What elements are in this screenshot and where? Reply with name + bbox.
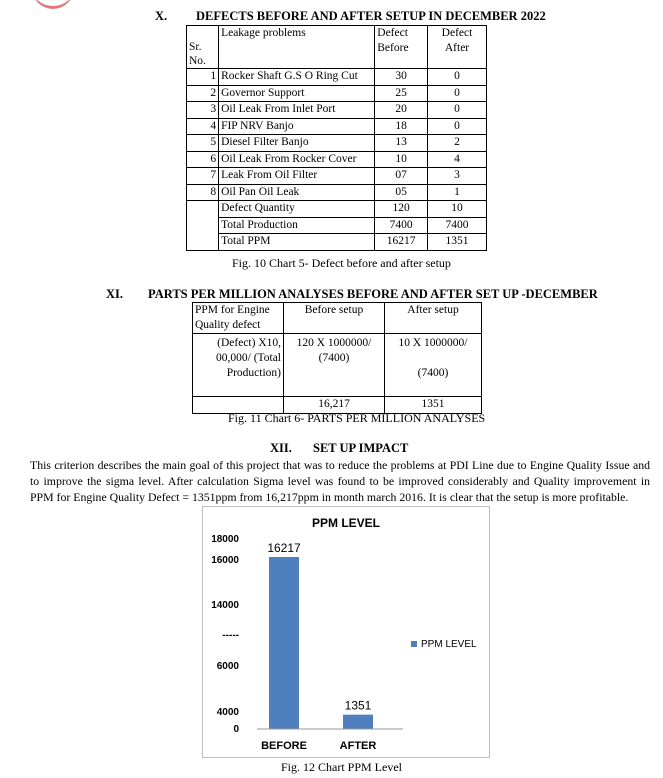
y-tick-label: 6000: [216, 661, 239, 672]
total-before: 16217: [375, 234, 428, 251]
figure-10-caption: Fig. 10 Chart 5- Defect before and after setup: [232, 256, 451, 270]
row-after: 0: [428, 118, 487, 135]
total-label: Total Production: [219, 217, 375, 234]
x-tick-label: AFTER: [339, 740, 377, 752]
total-after: 10: [428, 201, 487, 218]
total-label: Defect Quantity: [219, 201, 375, 218]
row-before: 10: [375, 151, 428, 168]
before-result: 16,217: [284, 397, 385, 414]
ppm-formula-row: [193, 334, 482, 397]
header-after-setup: After setup: [385, 303, 482, 334]
row-after: 4: [428, 151, 487, 168]
data-label: 16217: [267, 541, 301, 555]
legend-swatch: [411, 641, 417, 647]
header-defect-after: Defect After: [428, 26, 487, 69]
total-label: Total PPM: [219, 234, 375, 251]
header-leakage-problems: Leakage problems: [219, 26, 375, 69]
totals-row-defect-quantity: [187, 201, 487, 218]
row-after: 3: [428, 168, 487, 185]
table-row: [187, 69, 487, 86]
table-row: [187, 85, 487, 102]
section-12-number: XII.: [270, 441, 292, 455]
row-before: 18: [375, 118, 428, 135]
row-sr: 8: [187, 184, 219, 201]
total-before: 7400: [375, 217, 428, 234]
before-formula: 120 X 1000000/ (7400): [284, 334, 385, 397]
row-sr: 1: [187, 69, 219, 86]
row-sr: 3: [187, 102, 219, 119]
empty-cell: [187, 234, 219, 251]
formula-label: (Defect) X10, 00,000/ (Total Production): [193, 334, 284, 397]
y-tick-label: 0: [233, 724, 239, 735]
figure-12-caption: Fig. 12 Chart PPM Level: [281, 760, 403, 774]
table-row: [187, 118, 487, 135]
section-10-title: DEFECTS BEFORE AND AFTER SETUP IN DECEMBER 2022: [196, 9, 546, 23]
y-axis-ticks: [211, 534, 239, 735]
total-before: 120: [375, 201, 428, 218]
row-sr: 5: [187, 135, 219, 152]
totals-row-total-ppm: [187, 234, 487, 251]
ppm-table-header: [193, 303, 482, 334]
ppm-analysis-table: [192, 302, 482, 414]
row-after: 1: [428, 184, 487, 201]
row-after: 0: [428, 102, 487, 119]
table-row: [187, 135, 487, 152]
row-after: 0: [428, 69, 487, 86]
total-after: 1351: [428, 234, 487, 251]
row-problem: Diesel Filter Banjo: [219, 135, 375, 152]
row-problem: Leak From Oil Filter: [219, 168, 375, 185]
section-11-title: PARTS PER MILLION ANALYSES BEFORE AND AFTER SET UP -DECEMBER: [148, 287, 598, 301]
totals-row-total-production: [187, 217, 487, 234]
row-after: 0: [428, 85, 487, 102]
y-tick-label: 4000: [216, 707, 239, 718]
logo-fragment: [32, 0, 74, 9]
ppm-level-chart: [202, 506, 490, 758]
section-10-number: X.: [155, 9, 168, 23]
after-formula-line-2: (7400): [417, 366, 449, 379]
header-sr-no: Sr. No.: [187, 26, 219, 69]
bars: [267, 541, 373, 729]
empty-cell: [187, 217, 219, 234]
row-sr: 2: [187, 85, 219, 102]
section-12-paragraph: This criterion describes the main goal of this project that was to reduce the problems at PDI Line due to Engine Quality Issue and to improve the sigma level. After calculation Sigma level was found to be improved considerably and Quality improvement in PPM for Engine Quality Defect = 1351ppm from 16,217ppm in month march 2016. It is clear that the setup is more profitable.: [30, 458, 650, 504]
row-before: 05: [375, 184, 428, 201]
bar-before: [269, 557, 299, 729]
table-row: [187, 102, 487, 119]
header-defect-before: Defect Before: [375, 26, 428, 69]
figure-11-caption: Fig. 11 Chart 6- PARTS PER MILLION ANALYSES: [228, 411, 486, 425]
x-axis-labels: [261, 740, 376, 752]
data-label: 1351: [344, 698, 372, 713]
defects-table: [186, 25, 487, 251]
row-problem: Oil Leak From Inlet Port: [219, 102, 375, 119]
header-ppm-label: PPM for Engine Quality defect: [193, 303, 284, 334]
y-tick-label: 14000: [211, 600, 239, 611]
row-before: 07: [375, 168, 428, 185]
after-result: 1351: [385, 397, 482, 414]
legend-label: PPM LEVEL: [421, 639, 477, 650]
row-sr: 4: [187, 118, 219, 135]
row-problem: Oil Pan Oil Leak: [219, 184, 375, 201]
row-problem: FIP NRV Banjo: [219, 118, 375, 135]
row-problem: Rocker Shaft G.S O Ring Cut: [219, 69, 375, 86]
table-row: [187, 184, 487, 201]
total-after: 7400: [428, 217, 487, 234]
x-tick-label: BEFORE: [261, 740, 307, 752]
row-sr: 6: [187, 151, 219, 168]
empty-cell: [187, 201, 219, 218]
row-problem: Oil Leak From Rocker Cover: [219, 151, 375, 168]
bar-after: [343, 715, 373, 729]
section-11-number: XI.: [106, 287, 124, 301]
row-after: 2: [428, 135, 487, 152]
table-row: [187, 168, 487, 185]
chart-title: PPM LEVEL: [311, 516, 381, 530]
defects-table-header: [187, 26, 487, 69]
row-before: 20: [375, 102, 428, 119]
header-before-setup: Before setup: [284, 303, 385, 334]
after-formula-line-1: 10 X 1000000/: [398, 337, 468, 349]
row-problem: Governor Support: [219, 85, 375, 102]
row-before: 13: [375, 135, 428, 152]
table-row: [187, 151, 487, 168]
ppm-level-chart-svg: [203, 507, 489, 757]
y-tick-label: 16000: [211, 555, 239, 566]
row-before: 30: [375, 69, 428, 86]
section-12-title: SET UP IMPACT: [313, 441, 409, 455]
row-before: 25: [375, 85, 428, 102]
y-tick-label: -----: [222, 630, 239, 641]
row-sr: 7: [187, 168, 219, 185]
y-tick-label: 18000: [211, 534, 239, 545]
